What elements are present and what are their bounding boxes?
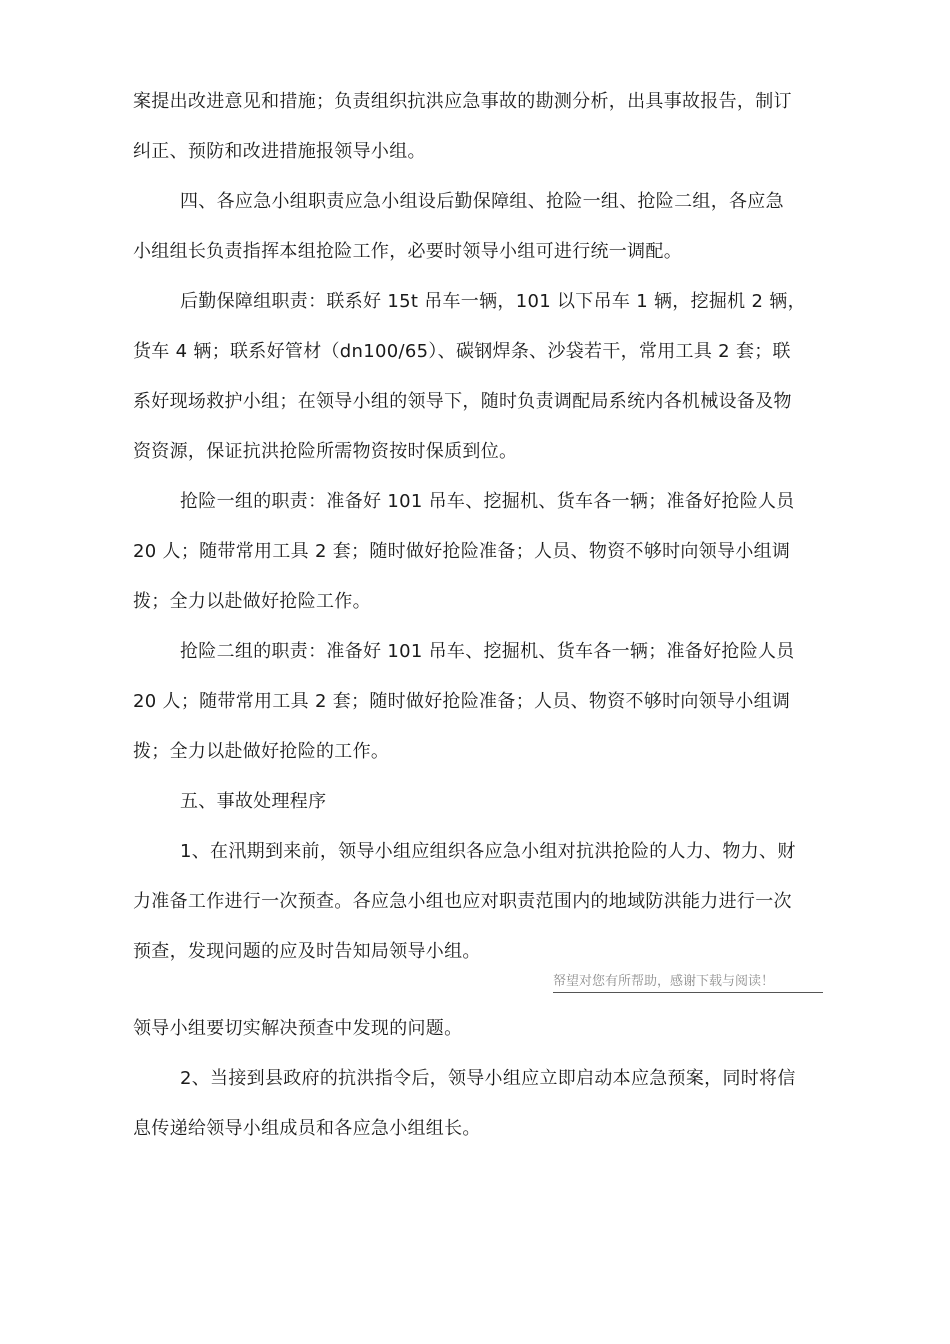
paragraph-start-line: 抢险一组的职责：准备好 101 吊车、挖掘机、货车各一辆；准备好抢险人员 [180, 491, 795, 512]
text-line: 资资源，保证抗洪抢险所需物资按时保质到位。 [133, 441, 518, 462]
text-line: 预查，发现问题的应及时告知局领导小组。 [133, 941, 481, 962]
text-line: 力准备工作进行一次预查。各应急小组也应对职责范围内的地域防洪能力进行一次 [133, 891, 792, 912]
text-line: 20 人；随带常用工具 2 套；随时做好抢险准备；人员、物资不够时向领导小组调 [133, 541, 791, 562]
text-line: 货车 4 辆；联系好管材（dn100/65）、碳钢焊条、沙袋若干，常用工具 2 套；联 [133, 341, 791, 362]
paragraph-start-line: 后勤保障组职责：联系好 15t 吊车一辆，101 以下吊车 1 辆，挖掘机 2 辆， [180, 291, 806, 312]
footer-note: 帑望对您有所帮助，感谢下载与阅读！ [553, 973, 823, 993]
section-heading-line: 四、各应急小组职责应急小组设后勤保障组、抢险一组、抢险二组，各应急 [180, 191, 784, 212]
text-line: 拨；全力以赴做好抢险的工作。 [133, 741, 390, 762]
paragraph-start-line: 1、在汛期到来前，领导小组应组织各应急小组对抗洪抢险的人力、物力、财 [180, 841, 796, 862]
text-line: 案提出改进意见和措施；负责组织抗洪应急事故的勘测分析，出具事故报告，制订 [133, 91, 792, 112]
text-line: 纠正、预防和改进措施报领导小组。 [133, 141, 426, 162]
text-line: 领导小组要切实解决预查中发现的问题。 [133, 1018, 463, 1039]
paragraph-start-line: 2、当接到县政府的抗洪指令后，领导小组应立即启动本应急预案，同时将信 [180, 1068, 796, 1089]
paragraph-start-line: 抢险二组的职责：准备好 101 吊车、挖掘机、货车各一辆；准备好抢险人员 [180, 641, 795, 662]
text-line: 系好现场救护小组；在领导小组的领导下，随时负责调配局系统内各机械设备及物 [133, 391, 792, 412]
text-line: 小组组长负责指挥本组抢险工作，必要时领导小组可进行统一调配。 [133, 241, 682, 262]
section-heading: 五、事故处理程序 [180, 791, 327, 812]
text-line: 拨；全力以赴做好抢险工作。 [133, 591, 371, 612]
text-line: 息传递给领导小组成员和各应急小组组长。 [133, 1118, 481, 1139]
text-line: 20 人；随带常用工具 2 套；随时做好抢险准备；人员、物资不够时向领导小组调 [133, 691, 791, 712]
